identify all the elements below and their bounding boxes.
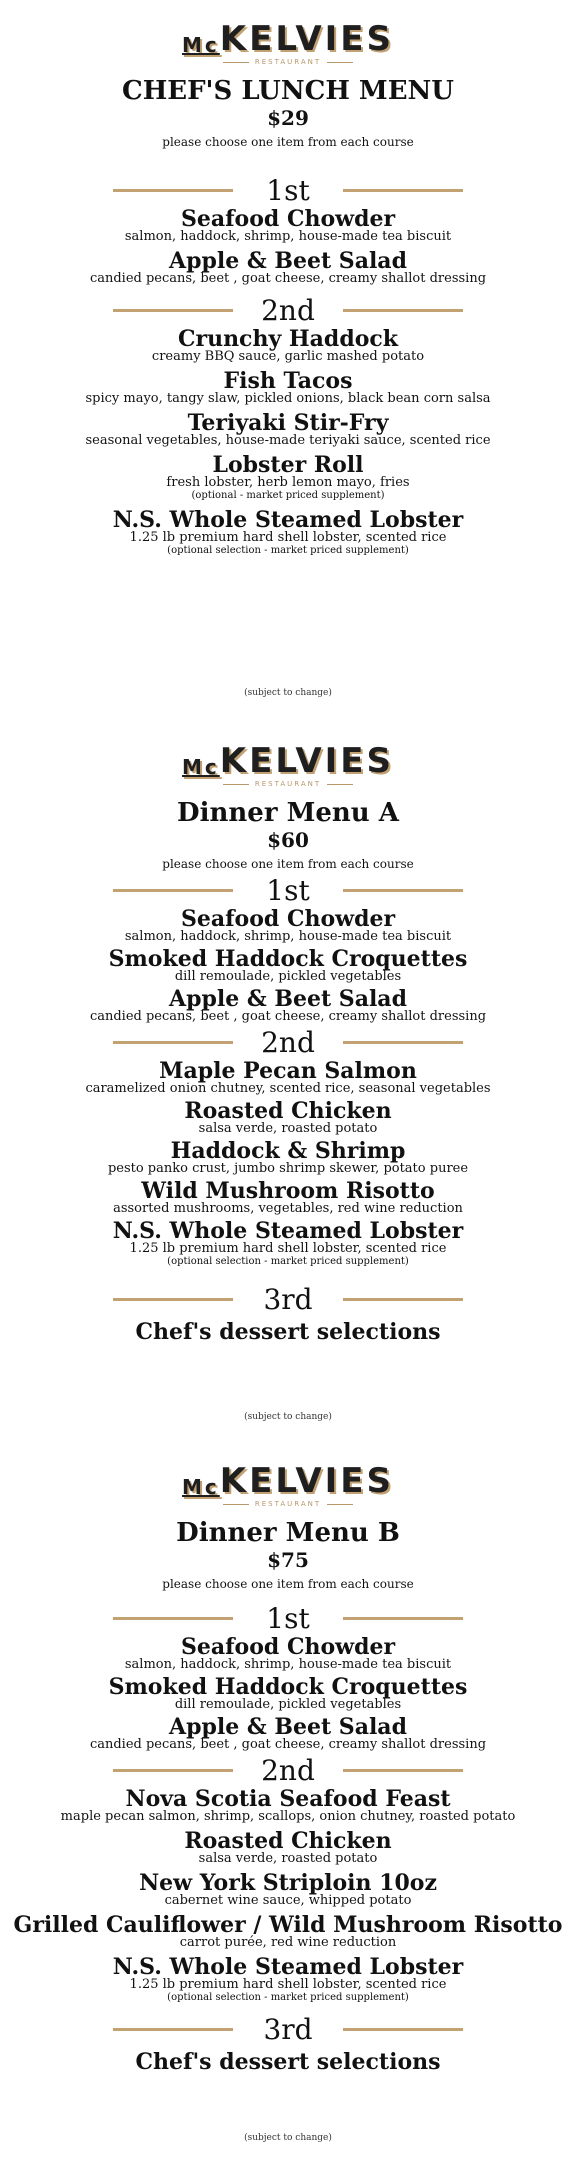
- gold-divider: [113, 1617, 233, 1620]
- dish-desc: cabernet wine sauce, whipped potato: [164, 1893, 412, 1908]
- gold-divider: [343, 889, 463, 892]
- dinner-menu-b: [0, 1462, 576, 2073]
- gold-divider: [343, 2028, 463, 2031]
- dish-note: (optional selection - market priced supplement): [167, 545, 409, 556]
- dish-desc: creamy BBQ sauce, garlic mashed potato: [151, 349, 425, 364]
- course-header-1st: 1st: [0, 172, 576, 208]
- dish-desc: salsa verde, roasted potato: [198, 1851, 378, 1866]
- menu-instructions: please choose one item from each course: [162, 1577, 414, 1591]
- course-header-3rd: 3rd: [0, 1281, 576, 1317]
- dish-desc: 1.25 lb premium hard shell lobster, scented rice: [129, 530, 447, 545]
- subject-to-change: (subject to change): [244, 1412, 332, 1422]
- dish-name: Grilled Cauliflower / Wild Mushroom Risotto: [13, 1912, 563, 1938]
- course-header-3rd: 3rd: [0, 2011, 576, 2047]
- dish-note: (optional selection - market priced supplement): [167, 1992, 409, 2003]
- dish-note: (optional selection - market priced supplement): [167, 1256, 409, 1267]
- dish-name: Seafood Chowder: [180, 206, 396, 232]
- dish-name: Chef's dessert selections: [135, 2049, 441, 2075]
- dish-desc: salmon, haddock, shrimp, house-made tea biscuit: [124, 1657, 452, 1672]
- dish-name: Apple & Beet Salad: [169, 986, 407, 1012]
- course-header-1st: 1st: [0, 1600, 576, 1636]
- menu-price: $60: [267, 828, 309, 852]
- lunch-menu: [0, 20, 576, 556]
- subject-to-change: (subject to change): [244, 2133, 332, 2143]
- mckelvies-logo: $^{Mc}$KELVIES RESTAURANT: [182, 1461, 394, 1508]
- gold-divider: [113, 189, 233, 192]
- mckelvies-logo: $^{Mc}$KELVIES RESTAURANT: [182, 741, 394, 788]
- dish-name: Chef's dessert selections: [135, 1319, 441, 1345]
- mckelvies-logo: $^{Mc}$KELVIES RESTAURANT: [182, 19, 394, 66]
- dish-name: N.S. Whole Steamed Lobster: [112, 1954, 464, 1980]
- gold-divider: [113, 889, 233, 892]
- gold-divider: [343, 1617, 463, 1620]
- gold-divider: [343, 309, 463, 312]
- menu-instructions: please choose one item from each course: [162, 135, 414, 149]
- dish-desc: maple pecan salmon, shrimp, scallops, onion chutney, roasted potato: [60, 1809, 516, 1824]
- gold-divider: [113, 1041, 233, 1044]
- dish-desc: 1.25 lb premium hard shell lobster, scented rice: [129, 1977, 447, 1992]
- dish-name: Roasted Chicken: [184, 1828, 392, 1854]
- subject-to-change: (subject to change): [244, 688, 332, 698]
- dish-name: Crunchy Haddock: [177, 326, 399, 352]
- dish-name: N.S. Whole Steamed Lobster: [112, 1218, 464, 1244]
- dish-name: Smoked Haddock Croquettes: [108, 1674, 468, 1700]
- dish-name: Seafood Chowder: [180, 906, 396, 932]
- dish-desc: candied pecans, beet , goat cheese, creamy shallot dressing: [89, 271, 487, 286]
- dish-desc: carrot purée, red wine reduction: [179, 1935, 397, 1950]
- dish-name: Apple & Beet Salad: [169, 1714, 407, 1740]
- gold-divider: [113, 1298, 233, 1301]
- dish-name: Lobster Roll: [212, 452, 364, 478]
- dish-desc: fresh lobster, herb lemon mayo, fries: [166, 475, 410, 490]
- dish-note: (optional - market priced supplement): [191, 490, 385, 501]
- gold-divider: [113, 2028, 233, 2031]
- dish-desc: dill remoulade, pickled vegetables: [174, 1697, 402, 1712]
- menu-title: CHEF'S LUNCH MENU: [122, 76, 454, 106]
- dish-name: N.S. Whole Steamed Lobster: [112, 507, 464, 533]
- menu-price: $75: [267, 1548, 309, 1572]
- gold-divider: [343, 1298, 463, 1301]
- dish-name: Roasted Chicken: [184, 1098, 392, 1124]
- course-header-2nd: 2nd: [0, 1752, 576, 1788]
- dish-name: Wild Mushroom Risotto: [141, 1178, 435, 1204]
- gold-divider: [113, 309, 233, 312]
- dish-name: Nova Scotia Seafood Feast: [125, 1786, 451, 1812]
- dish-desc: salsa verde, roasted potato: [198, 1121, 378, 1136]
- gold-divider: [343, 1041, 463, 1044]
- dish-name: Smoked Haddock Croquettes: [108, 946, 468, 972]
- dish-name: Teriyaki Stir-Fry: [187, 410, 389, 436]
- menu-title: Dinner Menu B: [176, 1518, 400, 1548]
- course-header-1st: 1st: [0, 872, 576, 908]
- gold-divider: [343, 189, 463, 192]
- dish-name: Apple & Beet Salad: [169, 248, 407, 274]
- menu-title: Dinner Menu A: [177, 798, 399, 828]
- dish-name: New York Striploin 10oz: [139, 1870, 437, 1896]
- dish-desc: assorted mushrooms, vegetables, red wine reduction: [113, 1201, 463, 1216]
- dish-name: Seafood Chowder: [180, 1634, 396, 1660]
- dish-desc: candied pecans, beet , goat cheese, creamy shallot dressing: [89, 1009, 487, 1024]
- dish-desc: caramelized onion chutney, scented rice, seasonal vegetables: [85, 1081, 491, 1096]
- gold-divider: [343, 1769, 463, 1772]
- dish-name: Fish Tacos: [223, 368, 353, 394]
- dish-desc: salmon, haddock, shrimp, house-made tea biscuit: [124, 229, 452, 244]
- dish-desc: seasonal vegetables, house-made teriyaki sauce, scented rice: [85, 433, 491, 448]
- dish-name: Maple Pecan Salmon: [159, 1058, 417, 1084]
- dish-desc: 1.25 lb premium hard shell lobster, scented rice: [129, 1241, 447, 1256]
- dish-desc: spicy mayo, tangy slaw, pickled onions, black bean corn salsa: [85, 391, 491, 406]
- dish-desc: salmon, haddock, shrimp, house-made tea biscuit: [124, 929, 452, 944]
- course-header-2nd: 2nd: [0, 1024, 576, 1060]
- menu-instructions: please choose one item from each course: [162, 857, 414, 871]
- course-header-2nd: 2nd: [0, 292, 576, 328]
- dish-desc: pesto panko crust, jumbo shrimp skewer, potato puree: [107, 1161, 469, 1176]
- dish-desc: dill remoulade, pickled vegetables: [174, 969, 402, 984]
- dish-name: Haddock & Shrimp: [170, 1138, 406, 1164]
- dinner-menu-a: [0, 742, 576, 1343]
- menu-price: $29: [267, 106, 309, 130]
- gold-divider: [113, 1769, 233, 1772]
- dish-desc: candied pecans, beet , goat cheese, creamy shallot dressing: [89, 1737, 487, 1752]
